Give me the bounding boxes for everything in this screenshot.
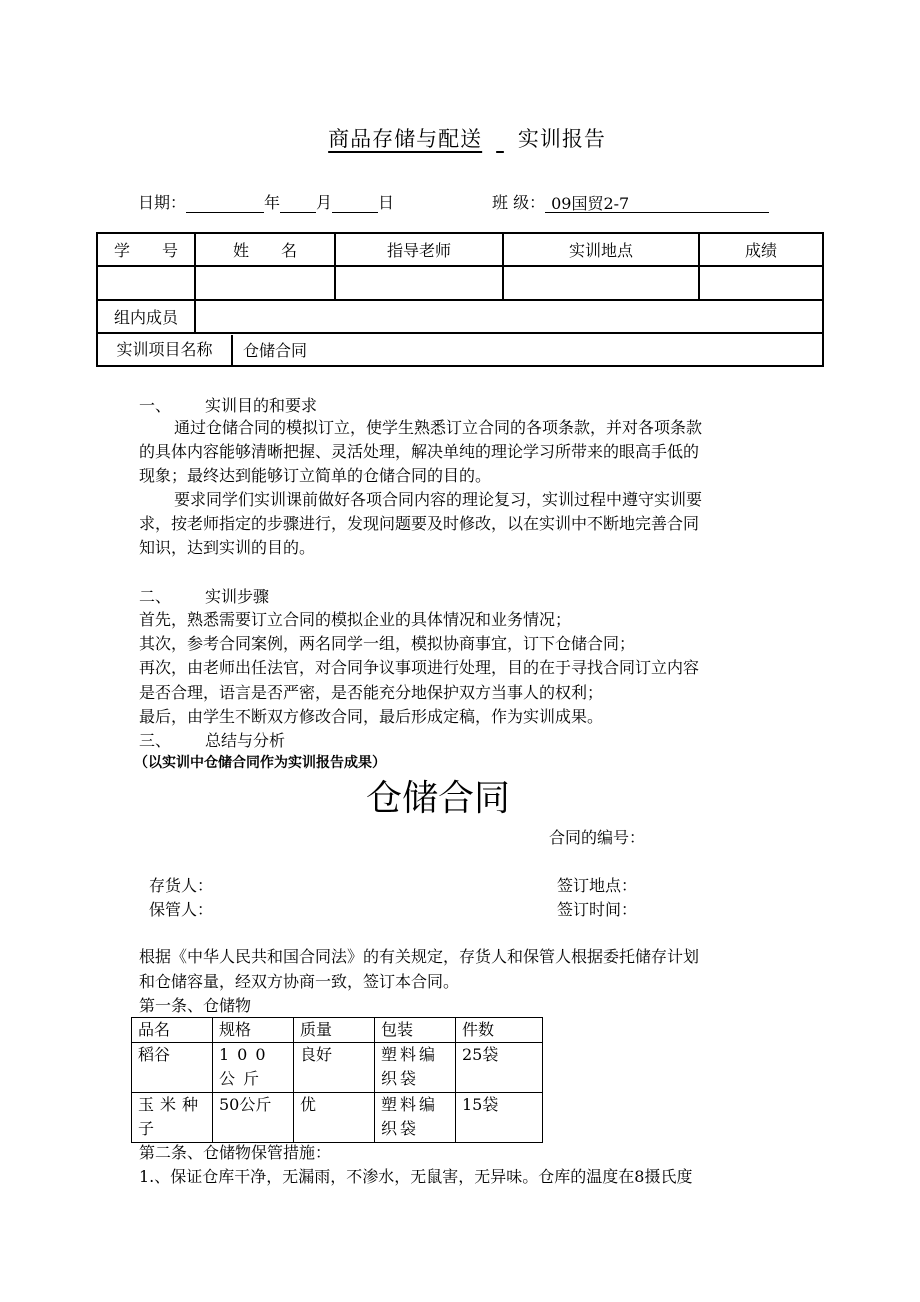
cell-location xyxy=(503,266,699,300)
year-label: 年 xyxy=(264,193,281,212)
info-table xyxy=(96,232,824,367)
s2-line-2: 其次，参考合同案例，两名同学一组，模拟协商事宜，订下仓储合同； xyxy=(139,634,636,653)
project-row xyxy=(97,333,823,366)
members-label: 组内成员 xyxy=(97,300,195,333)
goods-cell-quality: 优 xyxy=(294,1093,375,1143)
goods-header-quality: 质量 xyxy=(294,1018,375,1043)
sign-place-label: 签订地点： xyxy=(557,876,638,895)
contract-number-label: 合同的编号： xyxy=(549,828,646,847)
cell-student-id xyxy=(97,266,195,300)
article2-item1: 1.、保证仓库干净，无漏雨，不渗水，无鼠害，无异味。仓库的温度在8摄氏度 xyxy=(139,1167,693,1186)
section2-heading xyxy=(139,587,269,607)
report-title-suffix: 实训报告 xyxy=(517,127,606,151)
section3-title: 总结与分析 xyxy=(205,731,286,750)
date-label: 日期： xyxy=(138,193,187,212)
report-title xyxy=(0,123,920,153)
header-location: 实训地点 xyxy=(503,233,699,266)
section1-title: 实训目的和要求 xyxy=(205,396,318,415)
goods-table xyxy=(131,1017,543,1143)
info-empty-row xyxy=(97,266,823,300)
cell-advisor xyxy=(335,266,503,300)
contract-intro-l1: 根据《中华人民共和国合同法》的有关规定，存货人和保管人根据委托储存计划 xyxy=(139,947,700,966)
s2-line-3: 再次，由老师出任法官，对合同争议事项进行处理，目的在于寻找合同订立内容 xyxy=(139,658,700,677)
s1-p1-l1: 通过仓储合同的模拟订立，使学生熟悉订立合同的各项条款，并对各项条款 xyxy=(174,418,703,437)
goods-cell-name: 稻谷 xyxy=(132,1043,213,1093)
contract-title: 仓储合同 xyxy=(365,778,510,819)
month-label: 月 xyxy=(316,193,333,212)
article2-heading: 第二条、仓储物保管措施： xyxy=(139,1143,332,1162)
goods-cell-spec: 100 公斤 xyxy=(213,1043,294,1093)
goods-cell-quality: 良好 xyxy=(294,1043,375,1093)
day-label: 日 xyxy=(378,193,395,212)
goods-header-spec: 规格 xyxy=(213,1018,294,1043)
class-label: 班 级： xyxy=(492,193,546,212)
date-class-line xyxy=(138,193,394,213)
goods-header-package: 包装 xyxy=(375,1018,456,1043)
s1-p1-l2: 的具体内容能够清晰把握、灵活处理，解决单纯的理论学习所带来的眼高手低的 xyxy=(139,442,700,461)
depositor-label: 存货人： xyxy=(149,876,214,895)
project-value: 仓储合同 xyxy=(243,341,308,360)
s1-p1-l3: 现象；最终达到能够订立简单的仓储合同的目的。 xyxy=(139,466,492,485)
article1-heading: 第一条、仓储物 xyxy=(139,996,252,1015)
header-name: 姓 名 xyxy=(195,233,335,266)
table-row xyxy=(132,1043,543,1093)
s2-line-1: 首先，熟悉需要订立合同的模拟企业的具体情况和业务情况； xyxy=(139,610,572,629)
goods-cell-spec: 50公斤 xyxy=(213,1093,294,1143)
goods-header-row xyxy=(132,1018,543,1043)
project-label: 实训项目名称 xyxy=(98,335,233,365)
s1-p2-l2: 求，按老师指定的步骤进行，发现问题要及时修改，以在实训中不断地完善合同 xyxy=(139,514,700,533)
report-title-main: 商品存储与配送 xyxy=(328,127,483,151)
goods-header-name: 品名 xyxy=(132,1018,213,1043)
cell-grade xyxy=(699,266,823,300)
section3-note: （以实训中仓储合同作为实训报告成果） xyxy=(134,755,386,771)
section2-title: 实训步骤 xyxy=(205,587,270,606)
goods-cell-name: 玉米种子 xyxy=(132,1093,213,1143)
header-student-id: 学 号 xyxy=(97,233,195,266)
class-field xyxy=(492,193,769,213)
section1-num: 一、 xyxy=(139,396,172,415)
section3-heading xyxy=(139,731,285,751)
section2-num: 二、 xyxy=(139,587,172,606)
contract-intro-l2: 和仓储容量，经双方协商一致，签订本合同。 xyxy=(139,972,460,991)
s2-line-5: 最后，由学生不断双方修改合同，最后形成定稿，作为实训成果。 xyxy=(139,707,604,726)
goods-cell-count: 25袋 xyxy=(456,1043,543,1093)
cell-name xyxy=(195,266,335,300)
s1-p2-l1: 要求同学们实训课前做好各项合同内容的理论复习，实训过程中遵守实训要 xyxy=(174,490,703,509)
goods-cell-package: 塑料编织袋 xyxy=(375,1043,456,1093)
keeper-label: 保管人： xyxy=(149,900,214,919)
header-grade: 成绩 xyxy=(699,233,823,266)
sign-time-label: 签订时间： xyxy=(557,900,638,919)
goods-cell-count: 15袋 xyxy=(456,1093,543,1143)
goods-cell-package: 塑料编织袋 xyxy=(375,1093,456,1143)
members-row xyxy=(97,300,823,333)
members-value xyxy=(195,300,823,333)
s2-line-4: 是否合理，语言是否严密，是否能充分地保护双方当事人的权利； xyxy=(139,683,604,702)
header-advisor: 指导老师 xyxy=(335,233,503,266)
class-value: 09国贸2-7 xyxy=(551,194,630,213)
table-row xyxy=(132,1093,543,1143)
section1-heading xyxy=(139,396,317,416)
section3-num: 三、 xyxy=(139,731,172,750)
goods-header-count: 件数 xyxy=(456,1018,543,1043)
info-header-row xyxy=(97,233,823,266)
s1-p2-l3: 知识，达到实训的目的。 xyxy=(139,538,316,557)
